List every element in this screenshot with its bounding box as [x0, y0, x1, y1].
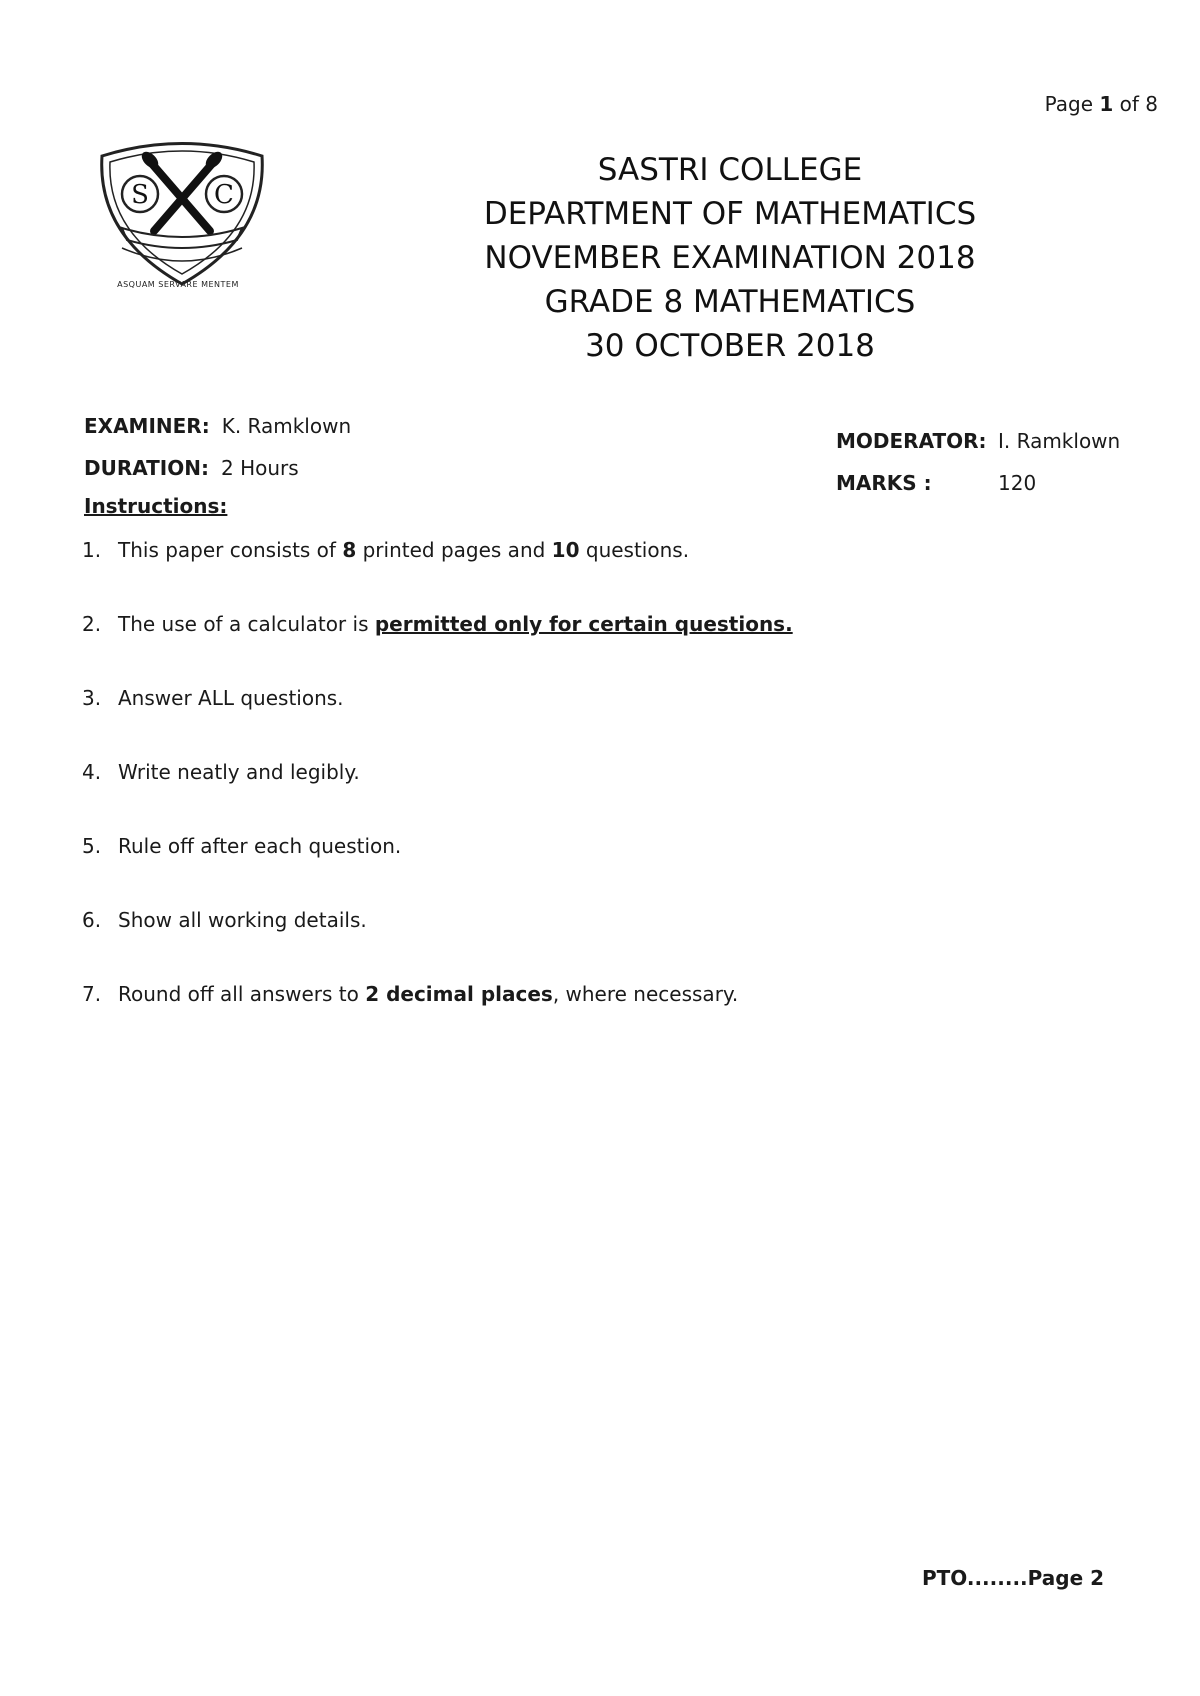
examiner-row	[84, 405, 351, 447]
page-number-suffix: of 8	[1113, 92, 1158, 116]
exam-meta-left	[84, 405, 351, 489]
crest-letter-right: C	[214, 180, 234, 210]
instruction-number: 7.	[82, 982, 102, 1006]
instructions-list	[82, 538, 1082, 1056]
instruction-number: 1.	[82, 538, 102, 562]
instruction-text: This paper consists of 8 printed pages and 10 questions.	[118, 538, 690, 562]
instruction-text: Rule off after each question.	[118, 834, 402, 858]
duration-label: DURATION:	[84, 456, 209, 480]
pto-footer: PTO........Page 2	[922, 1566, 1105, 1590]
instruction-item	[82, 686, 1082, 760]
school-name: SASTRI COLLEGE	[597, 152, 863, 188]
instructions-heading: Instructions:	[84, 494, 228, 518]
exam-date: 30 OCTOBER 2018	[585, 328, 875, 364]
examiner-label: EXAMINER:	[84, 414, 210, 438]
duration-value: 2 Hours	[221, 456, 299, 480]
moderator-value: I. Ramklown	[998, 429, 1121, 453]
instruction-number: 3.	[82, 686, 102, 710]
department-name: DEPARTMENT OF MATHEMATICS	[483, 196, 977, 232]
instruction-number: 2.	[82, 612, 102, 636]
instruction-text: Write neatly and legibly.	[118, 760, 360, 784]
exam-header	[460, 148, 1000, 368]
instruction-text: Round off all answers to 2 decimal places, where necessary.	[118, 982, 739, 1006]
page-number	[1045, 92, 1158, 116]
instruction-number: 4.	[82, 760, 102, 784]
instruction-item	[82, 982, 1082, 1056]
instruction-text: Show all working details.	[118, 908, 367, 932]
instruction-text: Answer ALL questions.	[118, 686, 344, 710]
instruction-item	[82, 834, 1082, 908]
marks-label: MARKS :	[836, 471, 932, 495]
instruction-text: The use of a calculator is permitted only for certain questions.	[118, 612, 793, 636]
school-crest-logo	[92, 136, 272, 296]
marks-row	[836, 462, 1120, 504]
exam-title: NOVEMBER EXAMINATION 2018	[484, 240, 976, 276]
crest-letter-left: S	[131, 180, 149, 210]
grade-subject: GRADE 8 MATHEMATICS	[544, 284, 916, 320]
page-number-current: 1	[1099, 92, 1114, 116]
instruction-item	[82, 908, 1082, 982]
instruction-item	[82, 760, 1082, 834]
moderator-label: MODERATOR:	[836, 429, 987, 453]
examiner-value: K. Ramklown	[221, 414, 352, 438]
marks-value: 120	[998, 471, 1037, 495]
duration-row	[84, 447, 351, 489]
moderator-row	[836, 420, 1120, 462]
instruction-item	[82, 538, 1082, 612]
instruction-number: 5.	[82, 834, 102, 858]
page-number-prefix: Page	[1044, 92, 1100, 116]
school-motto: ASQUAM SERVARE MENTEM	[117, 280, 239, 289]
instruction-item	[82, 612, 1082, 686]
exam-meta-right	[836, 420, 1120, 504]
instruction-number: 6.	[82, 908, 102, 932]
